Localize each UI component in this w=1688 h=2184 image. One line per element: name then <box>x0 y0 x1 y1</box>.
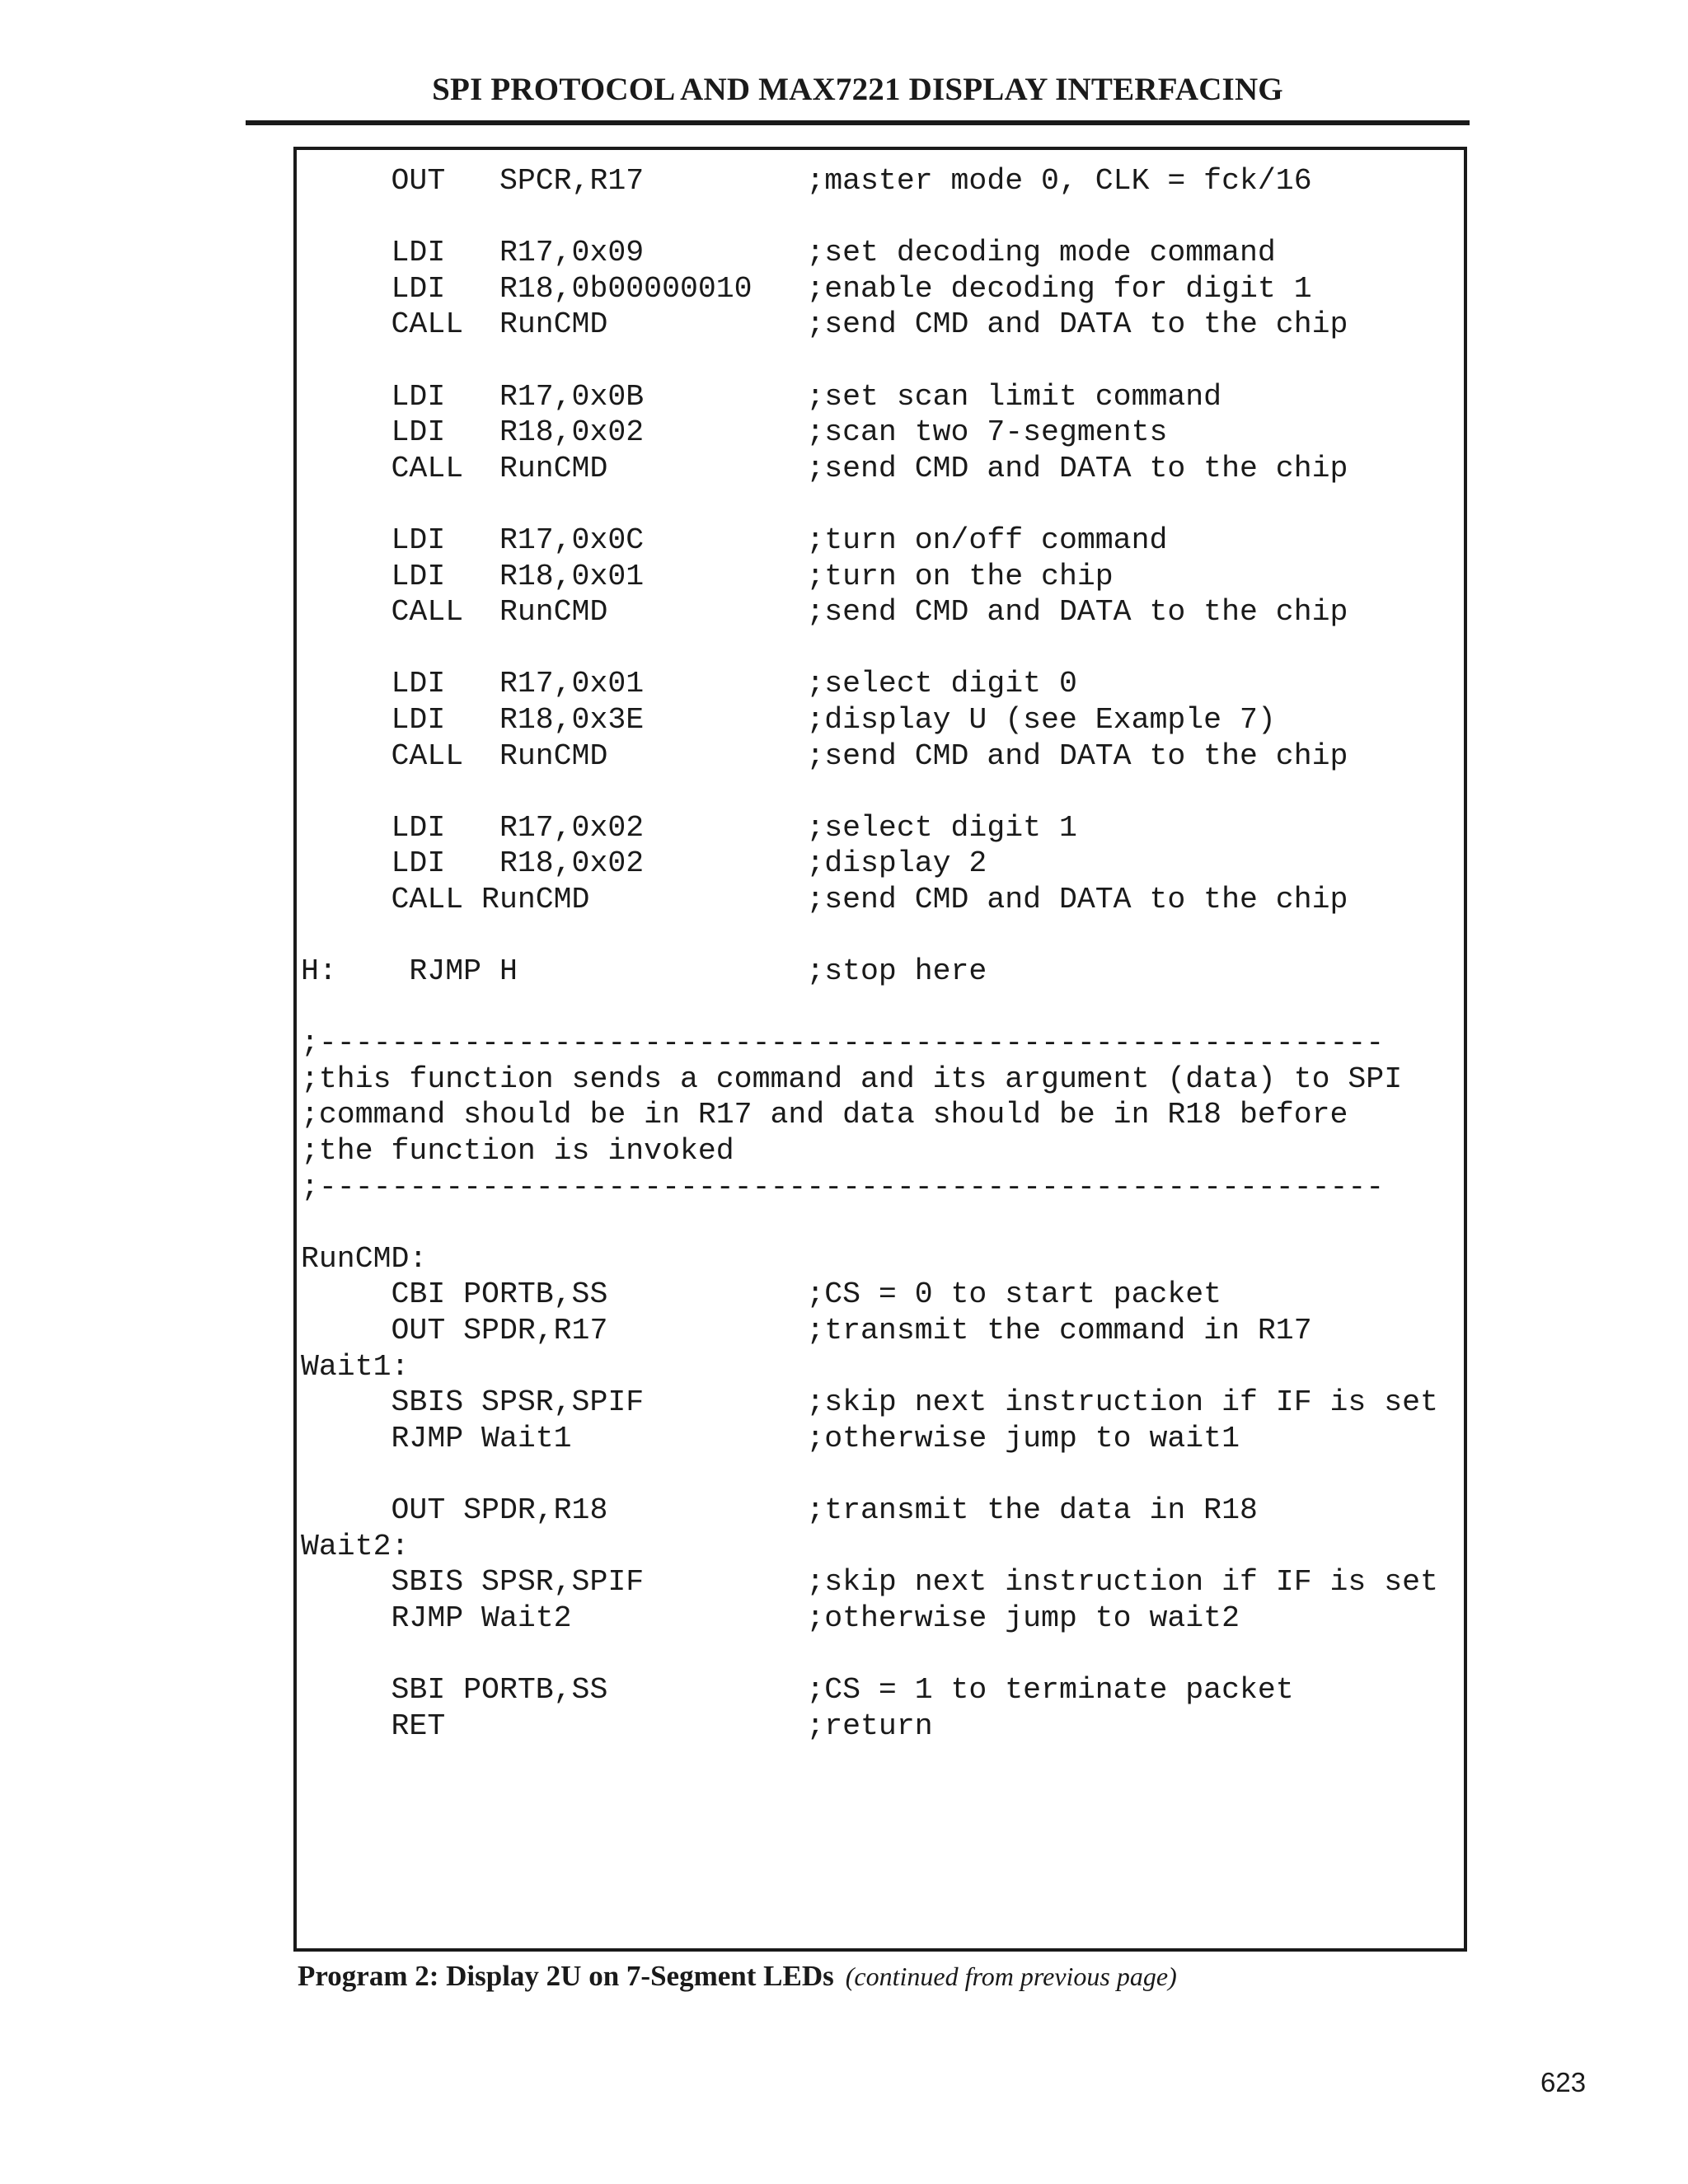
code-line: LDI R17,0x01 ;select digit 0 <box>301 667 1077 701</box>
code-line: LDI R17,0x0C ;turn on/off command <box>301 523 1168 557</box>
code-line: SBI PORTB,SS ;CS = 1 to terminate packet <box>301 1672 1294 1707</box>
code-line: ;----------------------------------------------------------- <box>301 1026 1385 1061</box>
code-line: RunCMD: <box>301 1241 428 1276</box>
code-line <box>301 1456 1438 1493</box>
code-line: CALL RunCMD ;send CMD and DATA to the chip <box>301 451 1348 485</box>
code-line: CBI PORTB,SS ;CS = 0 to start packet <box>301 1277 1222 1312</box>
code-line: SBIS SPSR,SPIF ;skip next instruction if IF is set <box>301 1385 1438 1420</box>
code-line <box>301 1636 1438 1672</box>
page-number: 623 <box>1540 2067 1587 2097</box>
code-line: LDI R17,0x02 ;select digit 1 <box>301 810 1077 845</box>
code-line: OUT SPDR,R18 ;transmit the data in R18 <box>301 1493 1258 1527</box>
code-line: ;command should be in R17 and data should be in R18 before <box>301 1098 1348 1132</box>
code-line: CALL RunCMD ;send CMD and DATA to the chip <box>301 307 1348 342</box>
code-line: LDI R18,0x01 ;turn on the chip <box>301 559 1114 593</box>
running-header-title: SPI PROTOCOL AND MAX7221 DISPLAY INTERFACING <box>432 72 1283 107</box>
program-caption-note: (continued from previous page) <box>845 1961 1177 1991</box>
program-caption <box>298 1960 1177 1993</box>
code-line <box>301 774 1438 810</box>
code-line: ;----------------------------------------------------------- <box>301 1169 1385 1204</box>
program-caption-title: Program 2: Display 2U on 7-Segment LEDs <box>298 1960 834 1992</box>
code-line <box>301 990 1438 1026</box>
code-line: LDI R18,0x02 ;scan two 7-segments <box>301 415 1168 450</box>
code-line <box>301 1205 1438 1241</box>
code-line <box>301 199 1438 236</box>
code-line <box>301 917 1438 954</box>
code-line: SBIS SPSR,SPIF ;skip next instruction if IF is set <box>301 1565 1438 1600</box>
code-line: LDI R18,0b00000010 ;enable decoding for digit 1 <box>301 271 1312 306</box>
code-line: RJMP Wait2 ;otherwise jump to wait2 <box>301 1601 1240 1635</box>
code-line: LDI R17,0x0B ;set scan limit command <box>301 379 1222 414</box>
code-line: ;this function sends a command and its argument (data) to SPI <box>301 1062 1403 1096</box>
code-line: LDI R18,0x3E ;display U (see Example 7) <box>301 702 1276 737</box>
code-line: Wait2: <box>301 1529 410 1563</box>
code-line: H: RJMP H ;stop here <box>301 954 987 989</box>
code-line <box>301 343 1438 379</box>
code-line: RET ;return <box>301 1708 933 1743</box>
code-line <box>301 486 1438 523</box>
code-line: OUT SPDR,R17 ;transmit the command in R17 <box>301 1314 1312 1347</box>
code-line: OUT SPCR,R17 ;master mode 0, CLK = fck/16 <box>301 164 1312 198</box>
code-line <box>301 630 1438 667</box>
code-listing-box <box>293 147 1467 1952</box>
code-line: CALL RunCMD ;send CMD and DATA to the chip <box>301 595 1348 630</box>
header-rule <box>246 120 1470 125</box>
code-line: LDI R17,0x09 ;set decoding mode command <box>301 236 1276 270</box>
code-line: CALL RunCMD ;send CMD and DATA to the chip <box>301 882 1348 916</box>
code-line: RJMP Wait1 ;otherwise jump to wait1 <box>301 1421 1240 1455</box>
code-line: Wait1: <box>301 1349 410 1384</box>
code-line: CALL RunCMD ;send CMD and DATA to the chip <box>301 738 1348 773</box>
code-line: ;the function is invoked <box>301 1134 734 1169</box>
code-listing <box>301 163 1438 1744</box>
code-line: LDI R18,0x02 ;display 2 <box>301 846 987 881</box>
